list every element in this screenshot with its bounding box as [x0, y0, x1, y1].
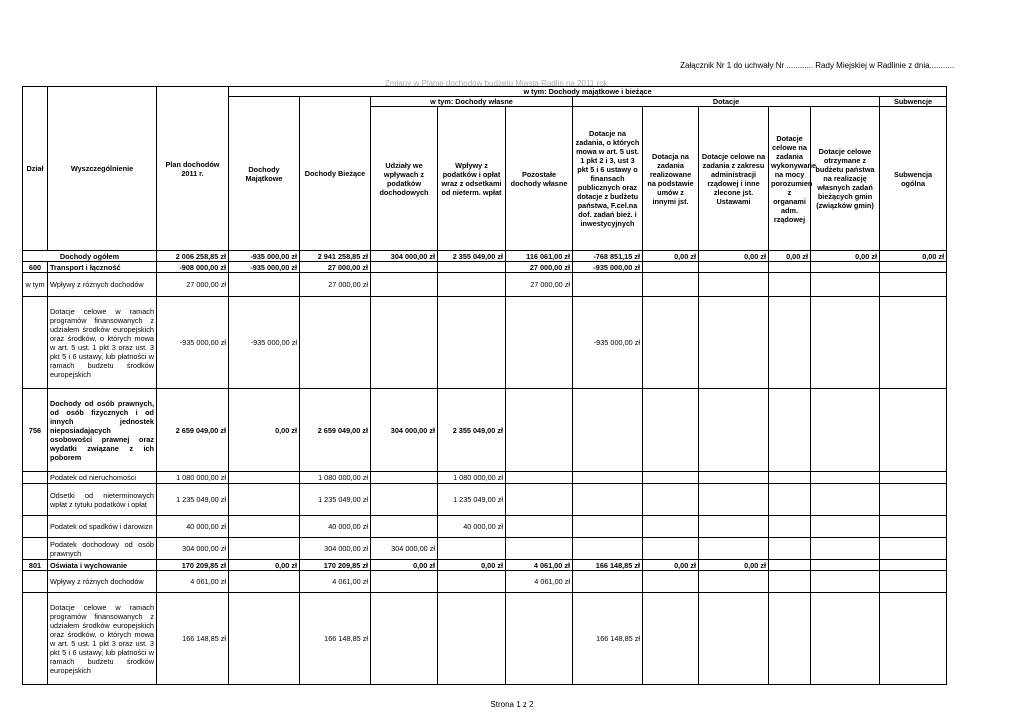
cell-plan: 40 000,00 zł — [157, 516, 229, 538]
header-majatkowe: Dochody Majątkowe — [229, 97, 300, 251]
header-subwencja: Subwencja ogólna — [880, 107, 947, 251]
cell-biezace: 27 000,00 zł — [300, 273, 371, 297]
cell-biezace: 2 659 049,00 zł — [300, 389, 371, 472]
row-label: Dochody od osób prawnych, od osób fizycznych i od innych jednostek nieposiadających osobowości prawnej oraz wydatki związane z ich poborem — [48, 389, 157, 472]
table-row — [23, 516, 947, 538]
cell-plan: 1 235 049,00 zł — [157, 484, 229, 516]
header-dot-art5: Dotacje na zadania, o których mowa w art. 5 ust. 1 pkt 2 i 3, ust 3 pkt 5 i 6 ustawy o finansach publicznych oraz dotacje z budżetu państwa, F.cel.na dof. zadań bież. i inwestycyjnych — [573, 107, 643, 251]
header-dot-porozumienia: Dotacja na zadania realizowane na podstawie umów z innymi jst. — [643, 107, 699, 251]
cell-udzialy: 304 000,00 zł — [371, 251, 438, 262]
cell-biezace: 1 080 000,00 zł — [300, 472, 371, 484]
page-footer: Strona 1 z 2 — [490, 700, 534, 709]
cell-dzial: 600 — [23, 262, 48, 273]
row-label: Podatek od spadków i darowizn — [48, 516, 157, 538]
row-label: Dochody ogółem — [23, 251, 157, 262]
cell-subwencja: 0,00 zł — [880, 251, 947, 262]
cell-wplywy: 40 000,00 zł — [438, 516, 506, 538]
cell-plan: 166 148,85 zł — [157, 593, 229, 685]
cell-plan: 2 659 049,00 zł — [157, 389, 229, 472]
cell-pozostale: 27 000,00 zł — [506, 273, 573, 297]
table-row-section-600 — [23, 262, 947, 273]
row-label: Wpływy z różnych dochodów — [48, 273, 157, 297]
cell-udzialy: 0,00 zł — [371, 560, 438, 571]
cell-biezace: 304 000,00 zł — [300, 538, 371, 560]
cell-dzial: 756 — [23, 389, 48, 472]
cell-dzial: 801 — [23, 560, 48, 571]
cell-biezace: 4 061,00 zł — [300, 571, 371, 593]
cell-dot-art5: -768 851,15 zł — [573, 251, 643, 262]
cell-plan: 304 000,00 zł — [157, 538, 229, 560]
header-group-main: w tym: Dochody majątkowe i bieżące — [229, 87, 947, 97]
cell-dot-wykonywane: 0,00 zł — [769, 251, 811, 262]
table-row-total — [23, 251, 947, 262]
cell-dot-admin: 0,00 zł — [699, 560, 769, 571]
cell-dot-art5: -935 000,00 zł — [573, 262, 643, 273]
cell-plan: 170 209,85 zł — [157, 560, 229, 571]
header-dot-wlasne: Dotacje celowe otrzymane z budżetu państwa na realizację własnych zadań bieżących gmin (związków gmin) — [811, 107, 880, 251]
header-plan: Plan dochodów 2011 r. — [157, 87, 229, 251]
cell-plan: 2 006 258,85 zł — [157, 251, 229, 262]
table-row — [23, 297, 947, 389]
header-biezace: Dochody Bieżące — [300, 97, 371, 251]
cell-dot-porozumienia: 0,00 zł — [643, 560, 699, 571]
cell-wplywy: 1 080 000,00 zł — [438, 472, 506, 484]
cell-dot-art5: 166 148,85 zł — [573, 560, 643, 571]
table-row — [23, 273, 947, 297]
cell-wplywy: 0,00 zł — [438, 560, 506, 571]
header-group-dotacje: Dotacje — [573, 97, 880, 107]
cell-wplywy: 1 235 049,00 zł — [438, 484, 506, 516]
table-row — [23, 538, 947, 560]
header-group-wlasne: w tym: Dochody własne — [371, 97, 573, 107]
table-row-section-756 — [23, 389, 947, 472]
table-row — [23, 593, 947, 685]
cell-majatkowe: -935 000,00 zł — [229, 262, 300, 273]
cell-wplywy: 2 355 049,00 zł — [438, 251, 506, 262]
cell-biezace: 40 000,00 zł — [300, 516, 371, 538]
cell-dot-art5: 166 148,85 zł — [573, 593, 643, 685]
cell-dot-wlasne: 0,00 zł — [811, 251, 880, 262]
cell-majatkowe: 0,00 zł — [229, 560, 300, 571]
cell-biezace: 27 000,00 zł — [300, 262, 371, 273]
cell-biezace: 2 941 258,85 zł — [300, 251, 371, 262]
cell-biezace: 170 209,85 zł — [300, 560, 371, 571]
cell-pozostale: 4 061,00 zł — [506, 571, 573, 593]
cell-dot-art5: -935 000,00 zł — [573, 297, 643, 389]
cell-udzialy: 304 000,00 zł — [371, 389, 438, 472]
cell-wplywy: 2 355 049,00 zł — [438, 389, 506, 472]
row-label: Podatek dochodowy od osób prawnych — [48, 538, 157, 560]
cell-plan: -908 000,00 zł — [157, 262, 229, 273]
income-plan-table — [22, 86, 947, 685]
cell-plan: 4 061,00 zł — [157, 571, 229, 593]
attachment-note: Załącznik Nr 1 do uchwały Nr ............ Rady Miejskiej w Radlinie z dnia........... — [680, 61, 954, 70]
header-group-subwencje: Subwencje — [880, 97, 947, 107]
cell-dzial: w tym — [23, 273, 48, 297]
table-row — [23, 472, 947, 484]
cell-pozostale: 4 061,00 zł — [506, 560, 573, 571]
cell-biezace: 1 235 049,00 zł — [300, 484, 371, 516]
ghost-title: Zmiany w Planie dochodów budżetu Miasta Radlin na 2011 rok — [385, 79, 608, 88]
table-row-section-801 — [23, 560, 947, 571]
cell-dot-admin: 0,00 zł — [699, 251, 769, 262]
cell-pozostale: 27 000,00 zł — [506, 262, 573, 273]
header-wplywy: Wpływy z podatków i opłat wraz z odsetkami od nieterm. wpłat — [438, 107, 506, 251]
header-pozostale: Pozostałe dochody własne — [506, 107, 573, 251]
cell-majatkowe: -935 000,00 zł — [229, 297, 300, 389]
cell-majatkowe: 0,00 zł — [229, 389, 300, 472]
table-row — [23, 571, 947, 593]
row-label: Transport i łączność — [48, 262, 157, 273]
header-wyszczegolnienie: Wyszczególnienie — [48, 87, 157, 251]
cell-dot-porozumienia: 0,00 zł — [643, 251, 699, 262]
cell-plan: -935 000,00 zł — [157, 297, 229, 389]
header-dot-wykonywane: Dotacje celowe na zadania wykonywane na mocy porozumień z organami adm. rządowej — [769, 107, 811, 251]
header-dzial: Dział — [23, 87, 48, 251]
cell-plan: 1 080 000,00 zł — [157, 472, 229, 484]
cell-udzialy: 304 000,00 zł — [371, 538, 438, 560]
cell-plan: 27 000,00 zł — [157, 273, 229, 297]
cell-biezace: 166 148,85 zł — [300, 593, 371, 685]
row-label: Dotacje celowe w ramach programów finansowanych z udziałem środków europejskich oraz środków, o których mowa w art. 5 ust. 1 pkt 3 oraz ust. 3 pkt 5 i 6 ustawy, lub płatności w ramach budżetu środków europejskich — [48, 593, 157, 685]
row-label: Oświata i wychowanie — [48, 560, 157, 571]
row-label: Wpływy z różnych dochodów — [48, 571, 157, 593]
header-udzialy: Udziały we wpływach z podatków dochodowych — [371, 107, 438, 251]
row-label: Podatek od nieruchomości — [48, 472, 157, 484]
table-row — [23, 484, 947, 516]
cell-majatkowe: -935 000,00 zł — [229, 251, 300, 262]
row-label: Dotacje celowe w ramach programów finansowanych z udziałem środków europejskich oraz środków, o których mowa w art. 5 ust. 1 pkt 3 oraz ust. 3 pkt 5 i 6 ustawy, lub płatności w ramach budżetu środków europejskich — [48, 297, 157, 389]
row-label: Odsetki od nieterminowych wpłat z tytułu podatków i opłat — [48, 484, 157, 516]
header-dot-admin: Dotacje celowe na zadania z zakresu administracji rządowej i inne zlecone jst. Ustawami — [699, 107, 769, 251]
cell-pozostale: 116 061,00 zł — [506, 251, 573, 262]
